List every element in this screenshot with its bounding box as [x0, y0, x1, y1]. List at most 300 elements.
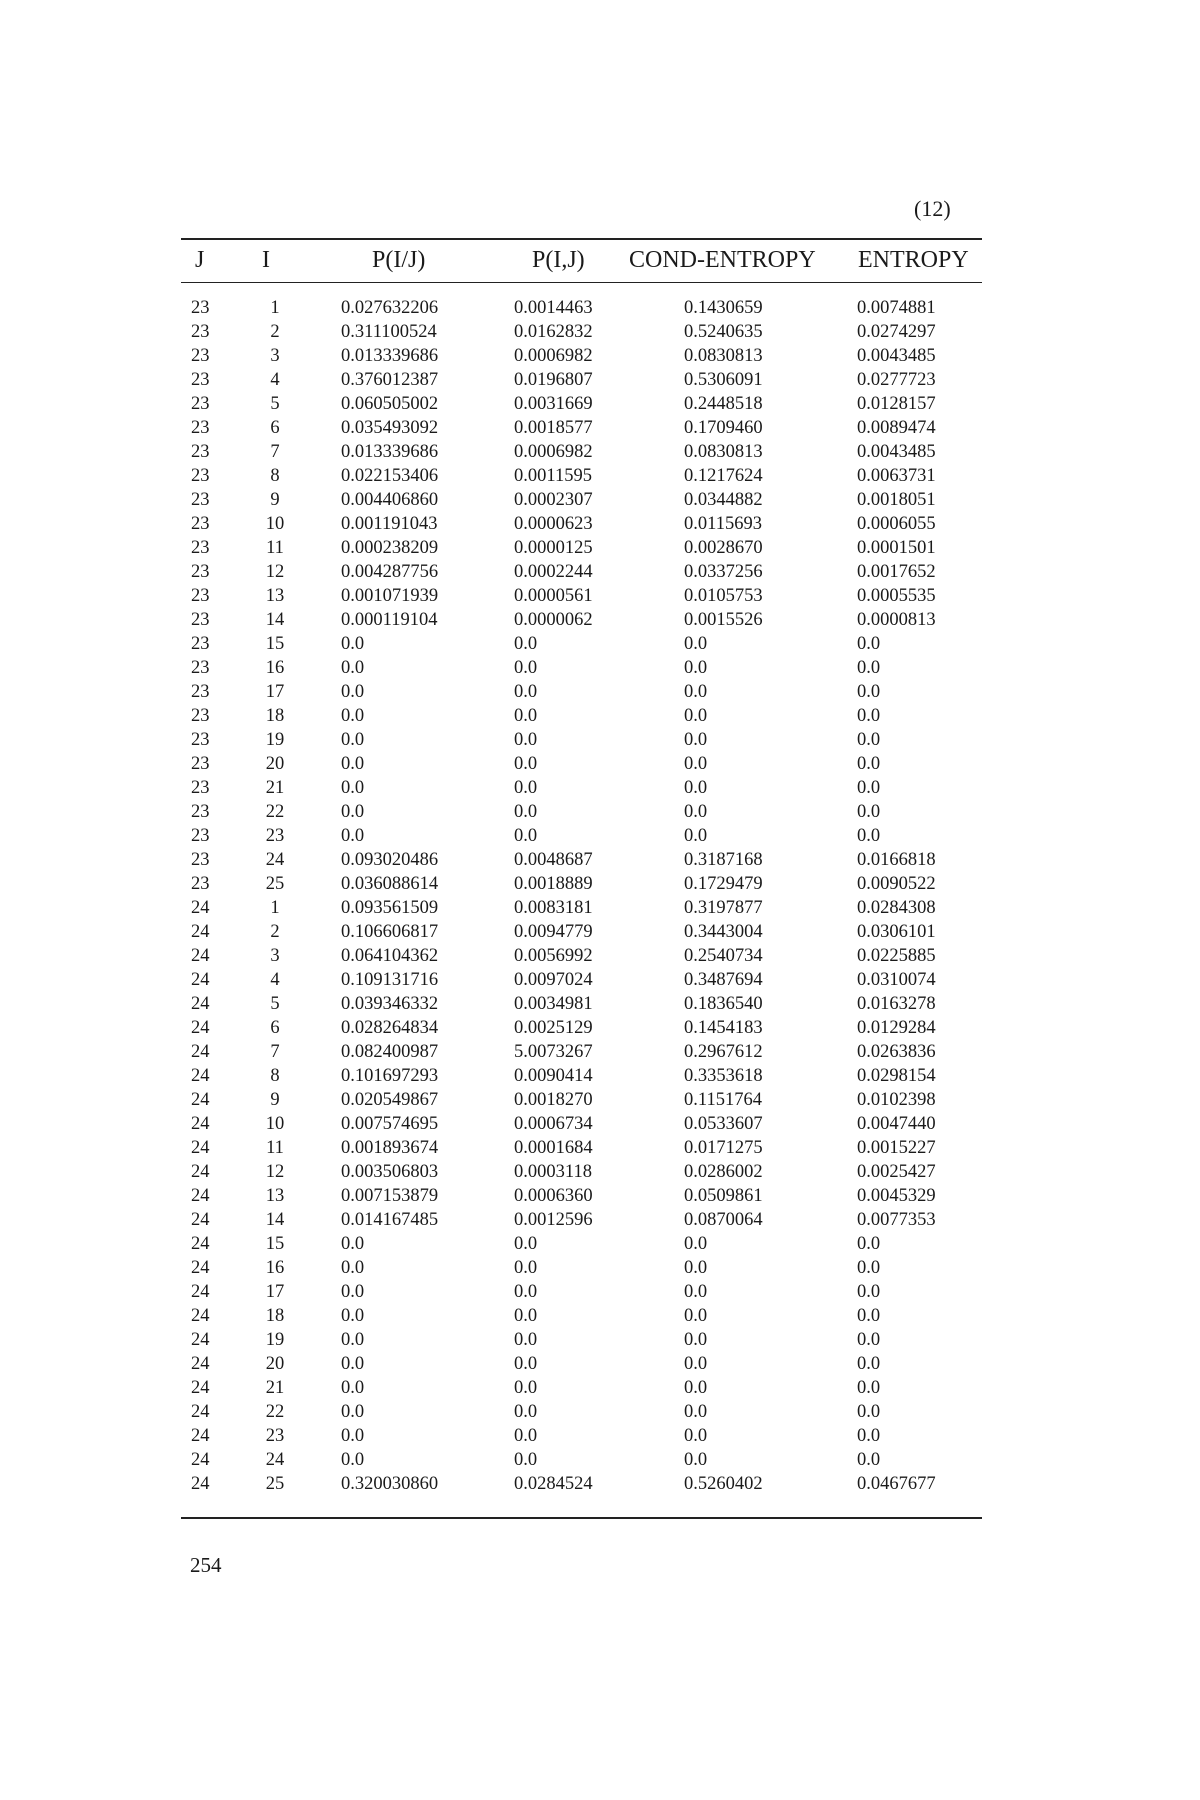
- header-i: I: [262, 247, 270, 273]
- cell-cond-entropy: 0.5240635: [684, 322, 763, 342]
- table-row: [0, 1088, 1200, 1112]
- cell-i: 6: [270, 418, 280, 438]
- table-row: [0, 656, 1200, 680]
- cell-p-i-j: 0.0002244: [514, 562, 593, 582]
- cell-p-i-given-j: 0.0: [341, 1234, 365, 1254]
- cell-cond-entropy: 0.0: [684, 1330, 708, 1350]
- cell-cond-entropy: 0.0: [684, 1354, 708, 1374]
- cell-p-i-given-j: 0.0: [341, 1402, 365, 1422]
- table-row: [0, 296, 1200, 320]
- cell-cond-entropy: 0.5260402: [684, 1474, 763, 1494]
- cell-p-i-given-j: 0.036088614: [341, 874, 439, 894]
- cell-p-i-j: 0.0034981: [514, 994, 593, 1014]
- cell-entropy: 0.0: [857, 634, 881, 654]
- cell-p-i-j: 5.0073267: [514, 1042, 593, 1062]
- cell-p-i-given-j: 0.035493092: [341, 418, 439, 438]
- cell-p-i-given-j: 0.0: [341, 634, 365, 654]
- cell-cond-entropy: 0.0: [684, 1258, 708, 1278]
- cell-j: 23: [191, 466, 210, 486]
- cell-j: 24: [191, 970, 210, 990]
- cell-entropy: 0.0: [857, 1330, 881, 1350]
- cell-entropy: 0.0005535: [857, 586, 936, 606]
- cell-cond-entropy: 0.1729479: [684, 874, 763, 894]
- cell-entropy: 0.0: [857, 1378, 881, 1398]
- cell-p-i-j: 0.0000623: [514, 514, 593, 534]
- cell-p-i-j: 0.0012596: [514, 1210, 593, 1230]
- cell-j: 24: [191, 1114, 210, 1134]
- cell-j: 23: [191, 562, 210, 582]
- cell-entropy: 0.0: [857, 1258, 881, 1278]
- cell-i: 7: [270, 442, 280, 462]
- cell-p-i-j: 0.0002307: [514, 490, 593, 510]
- cell-p-i-j: 0.0: [514, 682, 538, 702]
- header-j: J: [195, 247, 205, 273]
- cell-entropy: 0.0025427: [857, 1162, 936, 1182]
- cell-p-i-j: 0.0025129: [514, 1018, 593, 1038]
- cell-i: 19: [265, 1330, 285, 1350]
- cell-p-i-j: 0.0048687: [514, 850, 593, 870]
- cell-j: 23: [191, 778, 210, 798]
- cell-p-i-j: 0.0097024: [514, 970, 593, 990]
- cell-cond-entropy: 0.2540734: [684, 946, 763, 966]
- cell-p-i-given-j: 0.0: [341, 754, 365, 774]
- cell-p-i-j: 0.0056992: [514, 946, 593, 966]
- cell-j: 23: [191, 346, 210, 366]
- cell-p-i-given-j: 0.106606817: [341, 922, 439, 942]
- cell-p-i-given-j: 0.0: [341, 682, 365, 702]
- cell-p-i-j: 0.0: [514, 1258, 538, 1278]
- table-row: [0, 464, 1200, 488]
- cell-entropy: 0.0: [857, 706, 881, 726]
- cell-cond-entropy: 0.0115693: [684, 514, 762, 534]
- cell-p-i-given-j: 0.311100524: [341, 322, 437, 342]
- cell-j: 24: [191, 1162, 210, 1182]
- cell-entropy: 0.0: [857, 1234, 881, 1254]
- table-header-rule: [181, 282, 982, 283]
- cell-entropy: 0.0: [857, 658, 881, 678]
- cell-entropy: 0.0166818: [857, 850, 936, 870]
- cell-cond-entropy: 0.0: [684, 706, 708, 726]
- cell-j: 23: [191, 394, 210, 414]
- cell-p-i-j: 0.0: [514, 1282, 538, 1302]
- cell-p-i-given-j: 0.039346332: [341, 994, 439, 1014]
- table-row: [0, 1016, 1200, 1040]
- cell-cond-entropy: 0.0: [684, 1450, 708, 1470]
- cell-j: 24: [191, 1210, 210, 1230]
- cell-p-i-given-j: 0.013339686: [341, 346, 439, 366]
- cell-i: 23: [265, 1426, 285, 1446]
- table-top-rule: [181, 238, 982, 240]
- cell-entropy: 0.0163278: [857, 994, 936, 1014]
- cell-p-i-given-j: 0.064104362: [341, 946, 439, 966]
- table-row: [0, 320, 1200, 344]
- cell-j: 24: [191, 1402, 210, 1422]
- cell-p-i-given-j: 0.101697293: [341, 1066, 439, 1086]
- table-row: [0, 1040, 1200, 1064]
- cell-entropy: 0.0043485: [857, 346, 936, 366]
- cell-cond-entropy: 0.0171275: [684, 1138, 763, 1158]
- cell-j: 24: [191, 1090, 210, 1110]
- table-row: [0, 1136, 1200, 1160]
- cell-p-i-j: 0.0: [514, 1354, 538, 1374]
- cell-i: 23: [265, 826, 285, 846]
- cell-p-i-j: 0.0: [514, 730, 538, 750]
- cell-j: 23: [191, 490, 210, 510]
- cell-p-i-j: 0.0: [514, 658, 538, 678]
- cell-p-i-j: 0.0018577: [514, 418, 593, 438]
- table-row: [0, 944, 1200, 968]
- cell-j: 24: [191, 1378, 210, 1398]
- cell-entropy: 0.0090522: [857, 874, 936, 894]
- table-row: [0, 1232, 1200, 1256]
- cell-entropy: 0.0043485: [857, 442, 936, 462]
- cell-p-i-j: 0.0: [514, 802, 538, 822]
- cell-i: 22: [265, 1402, 285, 1422]
- cell-cond-entropy: 0.3197877: [684, 898, 763, 918]
- cell-j: 24: [191, 898, 210, 918]
- table-row: [0, 776, 1200, 800]
- cell-cond-entropy: 0.3353618: [684, 1066, 763, 1086]
- cell-i: 2: [270, 322, 280, 342]
- cell-p-i-given-j: 0.0: [341, 802, 365, 822]
- table-row: [0, 1352, 1200, 1376]
- cell-i: 16: [265, 658, 285, 678]
- table-row: [0, 800, 1200, 824]
- cell-entropy: 0.0047440: [857, 1114, 936, 1134]
- cell-entropy: 0.0077353: [857, 1210, 936, 1230]
- cell-j: 24: [191, 1186, 210, 1206]
- cell-p-i-given-j: 0.014167485: [341, 1210, 439, 1230]
- cell-p-i-j: 0.0: [514, 1402, 538, 1422]
- table-bottom-rule: [181, 1517, 982, 1519]
- cell-j: 24: [191, 1354, 210, 1374]
- cell-cond-entropy: 0.0: [684, 1306, 708, 1326]
- cell-i: 3: [270, 946, 280, 966]
- table-row: [0, 1472, 1200, 1496]
- cell-j: 23: [191, 874, 210, 894]
- cell-j: 23: [191, 850, 210, 870]
- cell-j: 24: [191, 1474, 210, 1494]
- cell-i: 11: [266, 538, 284, 558]
- cell-i: 8: [270, 466, 280, 486]
- cell-j: 23: [191, 538, 210, 558]
- cell-i: 18: [265, 706, 285, 726]
- cell-p-i-given-j: 0.001191043: [341, 514, 438, 534]
- cell-i: 20: [265, 754, 285, 774]
- cell-cond-entropy: 0.1430659: [684, 298, 763, 318]
- cell-i: 14: [265, 610, 285, 630]
- cell-p-i-j: 0.0000125: [514, 538, 593, 558]
- cell-j: 23: [191, 754, 210, 774]
- cell-i: 3: [270, 346, 280, 366]
- cell-p-i-j: 0.0: [514, 1306, 538, 1326]
- cell-p-i-j: 0.0006734: [514, 1114, 593, 1134]
- cell-entropy: 0.0: [857, 754, 881, 774]
- cell-p-i-j: 0.0: [514, 754, 538, 774]
- cell-i: 17: [265, 1282, 285, 1302]
- cell-i: 9: [270, 1090, 280, 1110]
- cell-entropy: 0.0306101: [857, 922, 936, 942]
- cell-j: 24: [191, 1330, 210, 1350]
- cell-p-i-j: 0.0: [514, 1330, 538, 1350]
- cell-i: 24: [265, 1450, 285, 1470]
- cell-p-i-given-j: 0.004406860: [341, 490, 439, 510]
- cell-p-i-given-j: 0.000238209: [341, 538, 439, 558]
- cell-i: 13: [265, 586, 285, 606]
- cell-entropy: 0.0128157: [857, 394, 936, 414]
- table-row: [0, 1304, 1200, 1328]
- table-row: [0, 536, 1200, 560]
- cell-p-i-j: 0.0162832: [514, 322, 593, 342]
- cell-p-i-given-j: 0.0: [341, 1258, 365, 1278]
- cell-cond-entropy: 0.1836540: [684, 994, 763, 1014]
- cell-entropy: 0.0: [857, 1450, 881, 1470]
- cell-entropy: 0.0: [857, 682, 881, 702]
- cell-i: 21: [265, 778, 285, 798]
- cell-cond-entropy: 0.3443004: [684, 922, 763, 942]
- cell-j: 24: [191, 922, 210, 942]
- cell-i: 10: [265, 1114, 285, 1134]
- cell-p-i-given-j: 0.0: [341, 1282, 365, 1302]
- cell-p-i-given-j: 0.082400987: [341, 1042, 439, 1062]
- cell-p-i-j: 0.0083181: [514, 898, 593, 918]
- cell-j: 24: [191, 1450, 210, 1470]
- cell-i: 25: [265, 1474, 285, 1494]
- cell-j: 23: [191, 610, 210, 630]
- cell-p-i-given-j: 0.376012387: [341, 370, 439, 390]
- cell-p-i-given-j: 0.0: [341, 1450, 365, 1470]
- table-row: [0, 1256, 1200, 1280]
- table-row: [0, 1064, 1200, 1088]
- cell-i: 13: [265, 1186, 285, 1206]
- cell-entropy: 0.0225885: [857, 946, 936, 966]
- cell-cond-entropy: 0.0870064: [684, 1210, 763, 1230]
- cell-i: 22: [265, 802, 285, 822]
- table-row: [0, 848, 1200, 872]
- cell-cond-entropy: 0.0: [684, 1282, 708, 1302]
- cell-p-i-j: 0.0031669: [514, 394, 593, 414]
- cell-i: 12: [265, 562, 285, 582]
- cell-i: 5: [270, 394, 280, 414]
- cell-p-i-j: 0.0000062: [514, 610, 593, 630]
- cell-j: 24: [191, 1234, 210, 1254]
- cell-p-i-j: 0.0: [514, 1426, 538, 1446]
- cell-p-i-j: 0.0018889: [514, 874, 593, 894]
- cell-entropy: 0.0006055: [857, 514, 936, 534]
- cell-p-i-j: 0.0: [514, 1234, 538, 1254]
- cell-j: 23: [191, 706, 210, 726]
- cell-p-i-j: 0.0006982: [514, 442, 593, 462]
- cell-p-i-given-j: 0.0: [341, 826, 365, 846]
- cell-p-i-given-j: 0.0: [341, 706, 365, 726]
- cell-i: 16: [265, 1258, 285, 1278]
- cell-j: 23: [191, 802, 210, 822]
- header-p-i-given-j: P(I/J): [372, 247, 426, 273]
- table-header: [0, 247, 1200, 277]
- cell-cond-entropy: 0.0509861: [684, 1186, 763, 1206]
- cell-p-i-given-j: 0.027632206: [341, 298, 439, 318]
- table-body: [0, 296, 1200, 1496]
- cell-i: 21: [265, 1378, 285, 1398]
- cell-cond-entropy: 0.2967612: [684, 1042, 763, 1062]
- table-row: [0, 680, 1200, 704]
- table-row: [0, 728, 1200, 752]
- cell-p-i-given-j: 0.0: [341, 1306, 365, 1326]
- cell-p-i-j: 0.0: [514, 1378, 538, 1398]
- cell-i: 25: [265, 874, 285, 894]
- cell-entropy: 0.0089474: [857, 418, 936, 438]
- cell-cond-entropy: 0.0533607: [684, 1114, 763, 1134]
- cell-i: 9: [270, 490, 280, 510]
- cell-j: 23: [191, 682, 210, 702]
- cell-i: 15: [265, 1234, 285, 1254]
- cell-i: 7: [270, 1042, 280, 1062]
- cell-j: 23: [191, 514, 210, 534]
- cell-p-i-j: 0.0018270: [514, 1090, 593, 1110]
- table-row: [0, 416, 1200, 440]
- cell-entropy: 0.0: [857, 730, 881, 750]
- cell-j: 24: [191, 1018, 210, 1038]
- cell-entropy: 0.0: [857, 778, 881, 798]
- cell-cond-entropy: 0.0: [684, 754, 708, 774]
- cell-i: 20: [265, 1354, 285, 1374]
- cell-j: 24: [191, 1306, 210, 1326]
- header-entropy: ENTROPY: [858, 247, 969, 273]
- cell-i: 8: [270, 1066, 280, 1086]
- cell-j: 24: [191, 1282, 210, 1302]
- cell-cond-entropy: 0.0105753: [684, 586, 763, 606]
- cell-p-i-given-j: 0.109131716: [341, 970, 439, 990]
- cell-entropy: 0.0: [857, 1306, 881, 1326]
- cell-p-i-given-j: 0.0: [341, 778, 365, 798]
- cell-i: 19: [265, 730, 285, 750]
- table-row: [0, 896, 1200, 920]
- table-row: [0, 1280, 1200, 1304]
- cell-cond-entropy: 0.0337256: [684, 562, 763, 582]
- cell-cond-entropy: 0.0: [684, 730, 708, 750]
- cell-cond-entropy: 0.1454183: [684, 1018, 763, 1038]
- cell-p-i-given-j: 0.000119104: [341, 610, 438, 630]
- table-row: [0, 344, 1200, 368]
- cell-entropy: 0.0: [857, 1426, 881, 1446]
- cell-entropy: 0.0017652: [857, 562, 936, 582]
- cell-j: 23: [191, 826, 210, 846]
- table-row: [0, 392, 1200, 416]
- table-row: [0, 608, 1200, 632]
- cell-p-i-given-j: 0.001071939: [341, 586, 439, 606]
- table-row: [0, 1328, 1200, 1352]
- cell-cond-entropy: 0.0: [684, 1378, 708, 1398]
- cell-p-i-given-j: 0.0: [341, 1378, 365, 1398]
- cell-entropy: 0.0277723: [857, 370, 936, 390]
- table-row: [0, 992, 1200, 1016]
- cell-p-i-given-j: 0.020549867: [341, 1090, 439, 1110]
- cell-entropy: 0.0467677: [857, 1474, 936, 1494]
- cell-p-i-given-j: 0.093020486: [341, 850, 439, 870]
- cell-p-i-given-j: 0.003506803: [341, 1162, 439, 1182]
- cell-p-i-given-j: 0.001893674: [341, 1138, 439, 1158]
- cell-entropy: 0.0001501: [857, 538, 936, 558]
- cell-p-i-j: 0.0094779: [514, 922, 593, 942]
- cell-cond-entropy: 0.0: [684, 682, 708, 702]
- table-row: [0, 632, 1200, 656]
- cell-cond-entropy: 0.1709460: [684, 418, 763, 438]
- cell-p-i-j: 0.0284524: [514, 1474, 593, 1494]
- cell-entropy: 0.0000813: [857, 610, 936, 630]
- cell-entropy: 0.0284308: [857, 898, 936, 918]
- cell-cond-entropy: 0.1151764: [684, 1090, 762, 1110]
- cell-i: 1: [270, 898, 280, 918]
- cell-i: 10: [265, 514, 285, 534]
- cell-entropy: 0.0063731: [857, 466, 936, 486]
- cell-entropy: 0.0274297: [857, 322, 936, 342]
- table-row: [0, 1400, 1200, 1424]
- cell-cond-entropy: 0.3187168: [684, 850, 763, 870]
- table-row: [0, 1160, 1200, 1184]
- cell-cond-entropy: 0.0: [684, 1234, 708, 1254]
- cell-p-i-given-j: 0.0: [341, 1330, 365, 1350]
- cell-j: 23: [191, 442, 210, 462]
- cell-i: 5: [270, 994, 280, 1014]
- cell-cond-entropy: 0.3487694: [684, 970, 763, 990]
- cell-entropy: 0.0: [857, 1402, 881, 1422]
- cell-cond-entropy: 0.0830813: [684, 442, 763, 462]
- cell-p-i-given-j: 0.0: [341, 730, 365, 750]
- cell-p-i-j: 0.0: [514, 634, 538, 654]
- cell-i: 24: [265, 850, 285, 870]
- table-row: [0, 488, 1200, 512]
- cell-j: 24: [191, 994, 210, 1014]
- cell-p-i-j: 0.0000561: [514, 586, 593, 606]
- table-row: [0, 1184, 1200, 1208]
- cell-entropy: 0.0129284: [857, 1018, 936, 1038]
- table-row: [0, 704, 1200, 728]
- table-row: [0, 1112, 1200, 1136]
- cell-i: 2: [270, 922, 280, 942]
- cell-p-i-j: 0.0: [514, 778, 538, 798]
- cell-cond-entropy: 0.0: [684, 802, 708, 822]
- cell-cond-entropy: 0.0286002: [684, 1162, 763, 1182]
- table-row: [0, 1424, 1200, 1448]
- cell-p-i-j: 0.0196807: [514, 370, 593, 390]
- cell-cond-entropy: 0.0: [684, 778, 708, 798]
- cell-entropy: 0.0015227: [857, 1138, 936, 1158]
- cell-p-i-given-j: 0.007574695: [341, 1114, 439, 1134]
- table-row: [0, 368, 1200, 392]
- cell-entropy: 0.0074881: [857, 298, 936, 318]
- cell-j: 24: [191, 1258, 210, 1278]
- cell-entropy: 0.0: [857, 826, 881, 846]
- cell-cond-entropy: 0.2448518: [684, 394, 763, 414]
- cell-j: 24: [191, 946, 210, 966]
- cell-p-i-j: 0.0006982: [514, 346, 593, 366]
- cell-cond-entropy: 0.0: [684, 1426, 708, 1446]
- cell-entropy: 0.0102398: [857, 1090, 936, 1110]
- table-row: [0, 440, 1200, 464]
- cell-entropy: 0.0: [857, 802, 881, 822]
- cell-j: 23: [191, 658, 210, 678]
- cell-entropy: 0.0: [857, 1354, 881, 1374]
- cell-cond-entropy: 0.1217624: [684, 466, 763, 486]
- table-row: [0, 512, 1200, 536]
- cell-p-i-j: 0.0006360: [514, 1186, 593, 1206]
- cell-p-i-given-j: 0.093561509: [341, 898, 439, 918]
- cell-cond-entropy: 0.0028670: [684, 538, 763, 558]
- cell-j: 24: [191, 1066, 210, 1086]
- cell-entropy: 0.0: [857, 1282, 881, 1302]
- cell-cond-entropy: 0.0015526: [684, 610, 763, 630]
- cell-i: 18: [265, 1306, 285, 1326]
